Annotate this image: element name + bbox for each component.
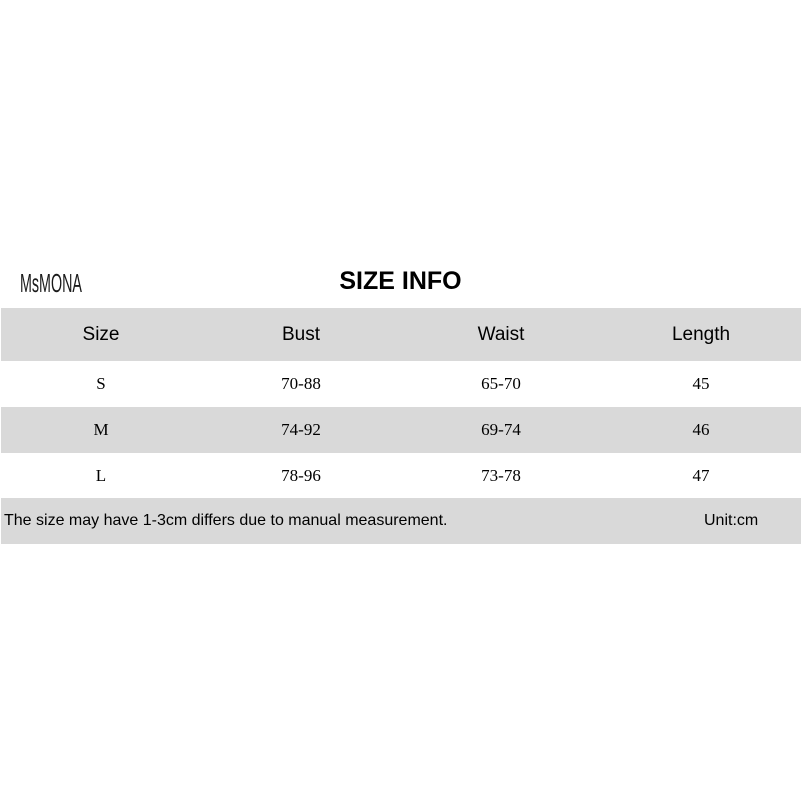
cell-waist: 69-74 <box>481 420 521 439</box>
header-length: Length <box>671 323 731 345</box>
table-header-row <box>1 308 801 361</box>
cell-length: 47 <box>692 466 710 485</box>
brand-logo: MsMONA <box>20 268 82 298</box>
unit-label: Unit:cm <box>704 512 759 529</box>
cell-size: S <box>96 374 106 393</box>
cell-length: 45 <box>692 374 710 393</box>
cell-bust: 78-96 <box>281 466 321 485</box>
header-size: Size <box>82 323 120 345</box>
header-waist: Waist <box>477 323 525 345</box>
table-row <box>1 407 801 453</box>
cell-bust: 70-88 <box>281 374 321 393</box>
cell-length: 46 <box>692 420 710 439</box>
cell-waist: 65-70 <box>481 374 521 393</box>
header-bust: Bust <box>281 323 321 345</box>
cell-bust: 74-92 <box>281 420 321 439</box>
table-footer <box>1 498 801 544</box>
table-row <box>1 361 801 407</box>
page-title: SIZE INFO <box>339 267 462 295</box>
cell-size: L <box>95 466 107 485</box>
size-table <box>1 308 801 499</box>
table-row <box>1 453 801 499</box>
cell-waist: 73-78 <box>481 466 521 485</box>
measurement-note: The size may have 1-3cm differs due to manual measurement. <box>4 512 448 529</box>
cell-size: M <box>93 420 109 439</box>
